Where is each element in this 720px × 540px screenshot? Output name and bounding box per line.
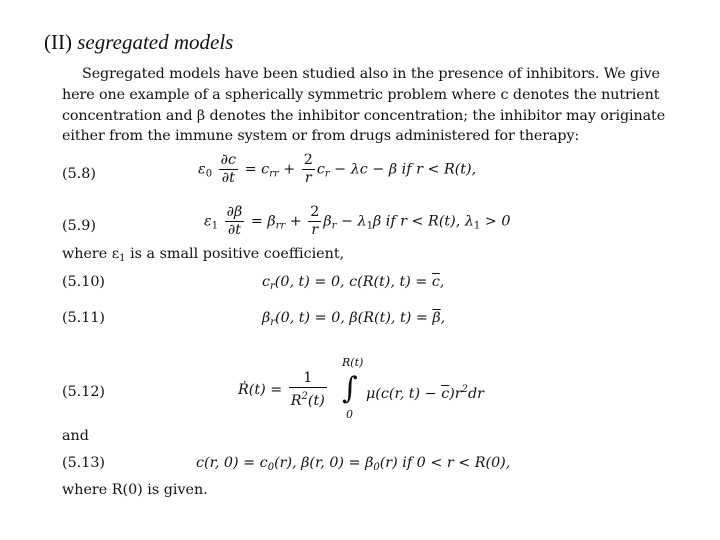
- integral-sign: ∫: [342, 371, 358, 406]
- eq-number-5-12: (5.12): [62, 384, 105, 400]
- eq-number-5-8: (5.8): [62, 166, 96, 182]
- title-prefix: (II): [44, 30, 72, 54]
- intro-line-4: either from the immune system or from drugs administered for therapy:: [62, 128, 580, 145]
- slide-title: [44, 30, 233, 55]
- integral-upper-limit: R(t): [342, 356, 364, 369]
- integral-lower-limit: 0: [346, 408, 353, 421]
- equation-5-10: $c_r(0$, t) = 0, c(R(t), $t) = \overline{c}$,: [262, 274, 445, 292]
- intro-paragraph: [62, 64, 682, 147]
- equation-5-9: $\varepsilon_1$ $\frac{\partial\beta}{\partial t}$ = $\beta_{rr}$ + $\frac{2}{r}$ $\beta_r - \lambda_1\beta$ if r < R(t), $\lambda_1 > 0$: [204, 204, 511, 238]
- eq-number-5-11: (5.11): [62, 310, 105, 326]
- eq-number-5-10: (5.10): [62, 274, 105, 290]
- and-text: and: [62, 428, 89, 444]
- eq-number-5-9: (5.9): [62, 218, 96, 234]
- equation-5-12-integrand: μ(c(r, $t) - \overline{c})r^2dr$: [366, 384, 485, 402]
- equation-5-11: $\beta_r(0$, t) = 0, β(R(t), $t) = \overline{\beta}$,: [262, 310, 446, 328]
- eq-number-5-13: (5.13): [62, 455, 105, 471]
- equation-5-13: c(r, $0) = c_0(r)$, β(r, $0) = \beta_0(r)$ if 0 < r < R(0),: [196, 455, 511, 473]
- intro-line-2: here one example of a spherically symmetric problem where c denotes the nutrient: [62, 86, 660, 103]
- title-italic: segregated models: [77, 30, 234, 54]
- equation-5-12-lhs: Ṙ(t) = $\frac{1}{R^2(t)}$: [238, 370, 325, 409]
- intro-line-3: concentration and β denotes the inhibitor concentration; the inhibitor may originate: [62, 107, 666, 124]
- where-line-2: where R(0) is given.: [62, 482, 208, 498]
- intro-line-1: Segregated models have been studied also in the presence of inhibitors. We give: [82, 66, 660, 82]
- where-line-1: where $\varepsilon_1$ is a small positive coefficient,: [62, 246, 345, 264]
- equation-5-8: $\varepsilon_0$ $\frac{\partial c}{\partial t}$ = $c_{rr}$ + $\frac{2}{r}$ $c_r - \lambda c - \beta$ if r < R(t),: [198, 152, 477, 186]
